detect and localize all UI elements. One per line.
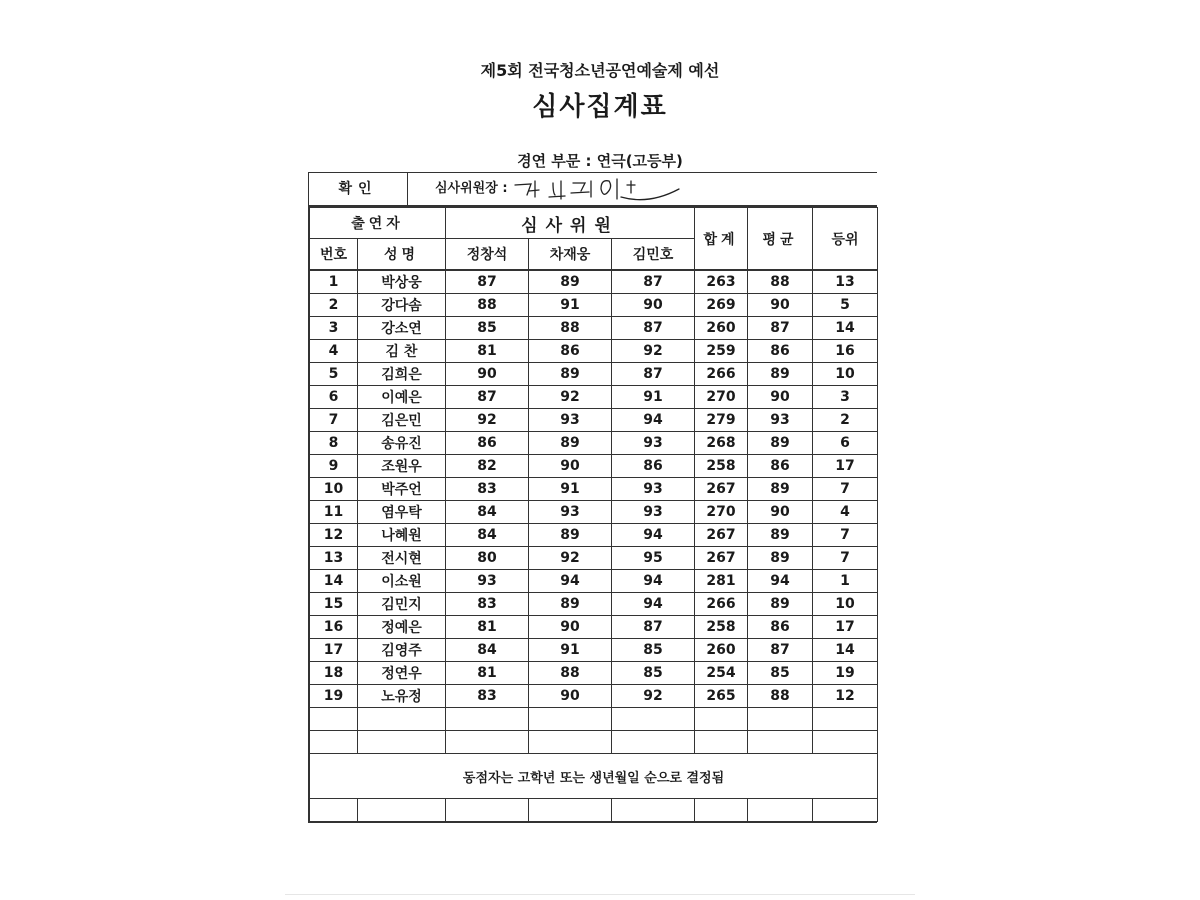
rank: 17 — [813, 616, 878, 639]
row-number: 18 — [310, 662, 358, 685]
contestant-name: 김은민 — [358, 409, 446, 432]
group-header-judges: 심사위원 — [446, 208, 695, 239]
judge-1-score: 90 — [446, 363, 529, 386]
judge-1-score: 87 — [446, 270, 529, 294]
total-score: 259 — [695, 340, 748, 363]
judge-1-score: 83 — [446, 478, 529, 501]
total-score: 266 — [695, 363, 748, 386]
average-score: 89 — [748, 593, 813, 616]
table-row — [310, 501, 878, 524]
score-sheet — [308, 172, 877, 823]
header-rank: 등위 — [813, 208, 878, 271]
row-number: 15 — [310, 593, 358, 616]
table-row — [310, 270, 878, 294]
contestant-name: 김 찬 — [358, 340, 446, 363]
total-score: 258 — [695, 616, 748, 639]
contestant-name: 나혜원 — [358, 524, 446, 547]
table-row — [310, 317, 878, 340]
judge-3-score: 94 — [612, 524, 695, 547]
total-score: 270 — [695, 386, 748, 409]
contestant-name: 정연우 — [358, 662, 446, 685]
row-number: 2 — [310, 294, 358, 317]
average-score: 86 — [748, 616, 813, 639]
total-score: 254 — [695, 662, 748, 685]
table-row — [310, 340, 878, 363]
judge-1-score: 83 — [446, 593, 529, 616]
contestant-name: 강다솜 — [358, 294, 446, 317]
table-row — [310, 478, 878, 501]
judge-3-score: 87 — [612, 363, 695, 386]
page-edge-line — [285, 894, 915, 895]
total-score: 279 — [695, 409, 748, 432]
judge-2-score: 88 — [529, 662, 612, 685]
judge-3-score: 90 — [612, 294, 695, 317]
judge-2-score: 92 — [529, 547, 612, 570]
table-row — [310, 547, 878, 570]
total-score: 268 — [695, 432, 748, 455]
document-subtitle: 심사집계표 — [532, 92, 668, 122]
total-score: 265 — [695, 685, 748, 708]
average-score: 86 — [748, 340, 813, 363]
judge-3-score: 94 — [612, 593, 695, 616]
total-score: 281 — [695, 570, 748, 593]
judge-1-score: 84 — [446, 639, 529, 662]
total-score: 267 — [695, 547, 748, 570]
judge-1-score: 85 — [446, 317, 529, 340]
judge-2-score: 86 — [529, 340, 612, 363]
table-row — [310, 386, 878, 409]
document-title: 제5회 전국청소년공연예술제 예선 — [480, 61, 720, 80]
judge-2-score: 89 — [529, 363, 612, 386]
total-score: 267 — [695, 478, 748, 501]
row-number: 9 — [310, 455, 358, 478]
judge-3-score: 94 — [612, 409, 695, 432]
row-number: 12 — [310, 524, 358, 547]
judge-3-score: 85 — [612, 639, 695, 662]
average-score: 89 — [748, 547, 813, 570]
judge-2-score: 90 — [529, 685, 612, 708]
judge-1-score: 81 — [446, 662, 529, 685]
judge-2-score: 91 — [529, 478, 612, 501]
table-row — [310, 432, 878, 455]
rank: 19 — [813, 662, 878, 685]
judge-1-score: 87 — [446, 386, 529, 409]
table-row — [310, 639, 878, 662]
rank: 4 — [813, 501, 878, 524]
judge-1-score: 84 — [446, 524, 529, 547]
contestant-name: 박주언 — [358, 478, 446, 501]
table-row — [310, 593, 878, 616]
average-score: 85 — [748, 662, 813, 685]
average-score: 89 — [748, 524, 813, 547]
contestant-name: 노유정 — [358, 685, 446, 708]
average-score: 87 — [748, 639, 813, 662]
judge-3-score: 87 — [612, 270, 695, 294]
rank: 14 — [813, 317, 878, 340]
contestant-name: 송유진 — [358, 432, 446, 455]
total-score: 263 — [695, 270, 748, 294]
table-row — [310, 455, 878, 478]
judge-3-score: 86 — [612, 455, 695, 478]
average-score: 89 — [748, 363, 813, 386]
rank: 16 — [813, 340, 878, 363]
judge-3-score: 87 — [612, 616, 695, 639]
total-score: 267 — [695, 524, 748, 547]
judge-1-score: 92 — [446, 409, 529, 432]
average-score: 87 — [748, 317, 813, 340]
header-name: 성명 — [358, 239, 446, 271]
judge-1-score: 83 — [446, 685, 529, 708]
confirm-label: 확인 — [309, 173, 408, 205]
rank: 7 — [813, 478, 878, 501]
empty-row — [310, 799, 878, 822]
row-number: 10 — [310, 478, 358, 501]
score-table — [309, 207, 878, 822]
judge-1-score: 81 — [446, 616, 529, 639]
rank: 1 — [813, 570, 878, 593]
rank: 3 — [813, 386, 878, 409]
judge-2-score: 91 — [529, 639, 612, 662]
judge-3-score: 93 — [612, 478, 695, 501]
row-number: 3 — [310, 317, 358, 340]
average-score: 88 — [748, 685, 813, 708]
table-row — [310, 570, 878, 593]
row-number: 8 — [310, 432, 358, 455]
total-score: 266 — [695, 593, 748, 616]
average-score: 88 — [748, 270, 813, 294]
row-number: 7 — [310, 409, 358, 432]
row-number: 1 — [310, 270, 358, 294]
contestant-name: 전시현 — [358, 547, 446, 570]
table-row — [310, 409, 878, 432]
judge-2-score: 94 — [529, 570, 612, 593]
average-score: 89 — [748, 478, 813, 501]
header-total: 합계 — [695, 208, 748, 271]
group-header-performer: 출연자 — [310, 208, 446, 239]
confirm-row — [309, 173, 877, 207]
judge-3-score: 93 — [612, 432, 695, 455]
contestant-name: 박상웅 — [358, 270, 446, 294]
empty-row — [310, 731, 878, 754]
judge-3-score: 93 — [612, 501, 695, 524]
total-score: 258 — [695, 455, 748, 478]
empty-row — [310, 708, 878, 731]
judge-2-score: 89 — [529, 270, 612, 294]
judge-1-score: 93 — [446, 570, 529, 593]
row-number: 4 — [310, 340, 358, 363]
row-number: 11 — [310, 501, 358, 524]
judge-1-score: 82 — [446, 455, 529, 478]
judge-3-score: 92 — [612, 685, 695, 708]
table-row — [310, 662, 878, 685]
judge-2-score: 89 — [529, 432, 612, 455]
contestant-name: 강소연 — [358, 317, 446, 340]
row-number: 13 — [310, 547, 358, 570]
table-row — [310, 524, 878, 547]
judge-2-score: 89 — [529, 593, 612, 616]
row-number: 14 — [310, 570, 358, 593]
header-number: 번호 — [310, 239, 358, 271]
judge-2-score: 89 — [529, 524, 612, 547]
header-average: 평균 — [748, 208, 813, 271]
total-score: 260 — [695, 317, 748, 340]
average-score: 93 — [748, 409, 813, 432]
rank: 13 — [813, 270, 878, 294]
total-score: 270 — [695, 501, 748, 524]
judge-2-score: 90 — [529, 616, 612, 639]
rank: 10 — [813, 593, 878, 616]
contestant-name: 김민지 — [358, 593, 446, 616]
rank: 12 — [813, 685, 878, 708]
table-row — [310, 616, 878, 639]
section-label: 경연 부문 : 연극(고등부) — [517, 152, 683, 170]
average-score: 94 — [748, 570, 813, 593]
total-score: 269 — [695, 294, 748, 317]
contestant-name: 김희은 — [358, 363, 446, 386]
average-score: 90 — [748, 294, 813, 317]
header-judge-2: 차재웅 — [529, 239, 612, 271]
rank: 7 — [813, 524, 878, 547]
row-number: 17 — [310, 639, 358, 662]
judge-3-score: 91 — [612, 386, 695, 409]
judge-1-score: 81 — [446, 340, 529, 363]
row-number: 16 — [310, 616, 358, 639]
rank: 6 — [813, 432, 878, 455]
header-judge-1: 정창석 — [446, 239, 529, 271]
table-row — [310, 685, 878, 708]
judge-2-score: 92 — [529, 386, 612, 409]
tie-break-note: 동점자는 고학년 또는 생년월일 순으로 결정됨 — [310, 754, 878, 799]
contestant-name: 김영주 — [358, 639, 446, 662]
judge-3-score: 85 — [612, 662, 695, 685]
judge-2-score: 93 — [529, 409, 612, 432]
table-row — [310, 363, 878, 386]
judge-2-score: 90 — [529, 455, 612, 478]
judge-1-score: 84 — [446, 501, 529, 524]
judge-1-score: 88 — [446, 294, 529, 317]
total-score: 260 — [695, 639, 748, 662]
judge-3-score: 87 — [612, 317, 695, 340]
rank: 7 — [813, 547, 878, 570]
judge-3-score: 92 — [612, 340, 695, 363]
judge-2-score: 91 — [529, 294, 612, 317]
header-judge-3: 김민호 — [612, 239, 695, 271]
contestant-name: 이예은 — [358, 386, 446, 409]
contestant-name: 조원우 — [358, 455, 446, 478]
average-score: 86 — [748, 455, 813, 478]
judge-1-score: 86 — [446, 432, 529, 455]
average-score: 89 — [748, 432, 813, 455]
contestant-name: 염우탁 — [358, 501, 446, 524]
judge-2-score: 88 — [529, 317, 612, 340]
rank: 10 — [813, 363, 878, 386]
average-score: 90 — [748, 386, 813, 409]
judge-2-score: 93 — [529, 501, 612, 524]
row-number: 6 — [310, 386, 358, 409]
rank: 5 — [813, 294, 878, 317]
row-number: 19 — [310, 685, 358, 708]
row-number: 5 — [310, 363, 358, 386]
table-row — [310, 294, 878, 317]
contestant-name: 이소원 — [358, 570, 446, 593]
chair-label: 심사위원장 : — [435, 181, 508, 196]
average-score: 90 — [748, 501, 813, 524]
judge-1-score: 80 — [446, 547, 529, 570]
contestant-name: 정예은 — [358, 616, 446, 639]
rank: 2 — [813, 409, 878, 432]
signature-image — [509, 175, 689, 203]
judge-3-score: 95 — [612, 547, 695, 570]
rank: 14 — [813, 639, 878, 662]
judge-3-score: 94 — [612, 570, 695, 593]
rank: 17 — [813, 455, 878, 478]
